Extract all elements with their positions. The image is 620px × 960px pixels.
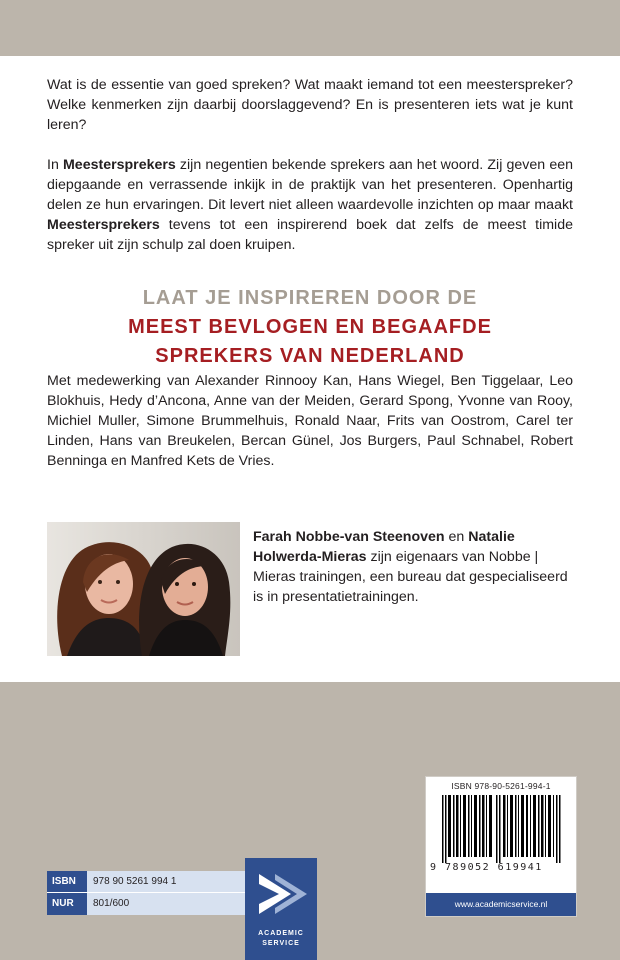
book-title-2: Meestersprekers: [47, 217, 160, 233]
tagline-heading: [47, 284, 573, 371]
publisher-url[interactable]: www.academicservice.nl: [426, 893, 576, 916]
barcode-icon: [434, 795, 568, 863]
cover-text: [47, 75, 573, 471]
authors-description: zijn eigenaars van Nobbe | Mieras trainingen, een bureau dat gespecialiseerd is in presentatietrainingen.: [253, 549, 568, 605]
top-band: [0, 0, 620, 56]
nur-value: 801/600: [93, 898, 130, 909]
authors-bio: [253, 527, 573, 607]
publisher-logo: [245, 858, 317, 960]
tagline-line2: MEEST BEVLOGEN EN BEGAAFDE: [128, 316, 492, 338]
contributors-paragraph: Met medewerking van Alexander Rinnooy Kan, Hans Wiegel, Ben Tiggelaar, Leo Blokhuis, Hedy d’Ancona, Anne van der Meiden, Gerard Spong, Yvonne van Rooy, Michiel Muller, Simone Brummelhuis, Ronald Naar, Frits van Oostrom, Carel ter Linden, Hans van Breukelen, Bercan Günel, Jos Burgers, Paul Schnabel, Robert Benninga en Manfred Kets de Vries.: [47, 373, 573, 469]
nur-label: NUR: [47, 893, 87, 915]
barcode-box: [425, 776, 577, 917]
intro-paragraph: Wat is de essentie van goed spreken? Wat maakt iemand tot een meesterspreker? Welke kenmerken zijn daarbij doorslaggevend? En is presenteren iets wat je kunt leren?: [47, 77, 573, 133]
author-name-2: Natalie Holwerda-Mieras: [253, 529, 515, 565]
isbn-row: [47, 871, 245, 893]
isbn-nur-table: [47, 871, 245, 915]
description-part2: zijn negentien bekende sprekers aan het woord. Zij geven een diepgaande en verrassende inkijk in de praktijk van het presenteren. Openhartig delen ze hun ervaringen. Dit levert niet alleen waardevolle inzichten op maar maakt: [47, 157, 573, 213]
barcode-isbn-label: ISBN 978-90-5261-994-1: [451, 781, 551, 791]
logo-line2: SERVICE: [262, 940, 300, 947]
author-name-1: Farah Nobbe-van Steenoven: [253, 529, 445, 545]
description-part3: tevens tot een inspirerend boek dat zelfs de meest timide spreker uit zijn schulp zal doen kruipen.: [47, 217, 573, 253]
tagline-line1: LAAT JE INSPIREREN DOOR DE: [142, 287, 478, 309]
authors-photo: [47, 522, 240, 656]
description-paragraph: [47, 155, 573, 255]
isbn-label: ISBN: [47, 871, 87, 893]
isbn-value: 978 90 5261 994 1: [93, 876, 177, 887]
authors-section: [47, 522, 573, 656]
barcode-digits: 9 789052 619941: [430, 862, 543, 873]
author-connector: en: [444, 529, 469, 545]
description-prefix: In: [47, 157, 63, 173]
chevron-logo-icon: [245, 864, 317, 934]
nur-row: [47, 893, 245, 915]
tagline-line3: SPREKERS VAN NEDERLAND: [155, 345, 465, 367]
logo-line1: ACADEMIC: [258, 930, 304, 937]
book-title: Meestersprekers: [62, 157, 176, 173]
